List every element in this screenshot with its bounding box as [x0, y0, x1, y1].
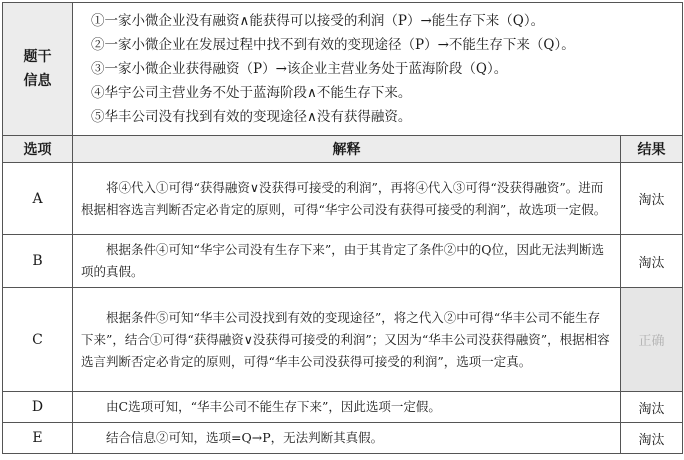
header-result: 结果: [621, 136, 683, 163]
header-explanation: 解释: [73, 136, 621, 163]
option-result: 淘汰: [621, 235, 683, 288]
table-row-b: [3, 235, 683, 288]
table-row-e: [3, 423, 683, 454]
table-row-d: [3, 392, 683, 423]
option-result: 淘汰: [621, 392, 683, 423]
premise-row: [3, 3, 683, 136]
option-label: B: [3, 235, 73, 288]
option-explanation: 根据条件④可知“华宇公司没有生存下来”，由于其肯定了条件②中的Q位，因此无法判断选项的真假。: [73, 235, 621, 288]
option-result: 淘汰: [621, 423, 683, 454]
option-label: A: [3, 163, 73, 235]
table-row-c: [3, 288, 683, 392]
premise-label-line1: 题干: [23, 49, 52, 65]
premise-4: ④华宇公司主营业务不处于蓝海阶段∧不能生存下来。: [91, 85, 412, 101]
header-row: [3, 136, 683, 163]
option-explanation: 由C选项可知，“华丰公司不能生存下来”，因此选项一定假。: [73, 392, 621, 423]
table-row-a: [3, 163, 683, 235]
premise-5: ⑤华丰公司没有找到有效的变现途径∧没有获得融资。: [91, 109, 412, 125]
option-label: D: [3, 392, 73, 423]
premise-label: [3, 3, 73, 136]
option-result-correct: 正确: [621, 288, 683, 392]
option-label: E: [3, 423, 73, 454]
option-label: C: [3, 288, 73, 392]
premise-label-line2: 信息: [23, 73, 52, 89]
option-result: 淘汰: [621, 163, 683, 235]
analysis-table: [2, 2, 683, 454]
premise-list: [73, 3, 683, 136]
premise-2: ②一家小微企业在发展过程中找不到有效的变现途径（P）→不能生存下来（Q）。: [91, 37, 575, 53]
option-explanation: 根据条件⑤可知“华丰公司没找到有效的变现途径”，将之代入②中可得“华丰公司不能生存下来”，结合①可得“获得融资∨没获得可接受的利润”；又因为“华丰公司没获得融资”，根据相容选言判断否定必肯定的原则，可得“华丰公司没获得可接受的利润”，选项一定真。: [73, 288, 621, 392]
option-explanation: 结合信息②可知，选项=Q→P，无法判断其真假。: [73, 423, 621, 454]
premise-1: ①一家小微企业没有融资∧能获得可以接受的利润（P）→能生存下来（Q）。: [91, 13, 545, 29]
option-explanation: 将④代入①可得“获得融资∨没获得可接受的利润”，再将④代入③可得“没获得融资”。进而根据相容选言判断否定必肯定的原则，可得“华宇公司没有获得可接受的利润”，故选项一定假。: [73, 163, 621, 235]
header-option: 选项: [3, 136, 73, 163]
premise-3: ③一家小微企业获得融资（P）→该企业主营业务处于蓝海阶段（Q）。: [91, 61, 508, 77]
